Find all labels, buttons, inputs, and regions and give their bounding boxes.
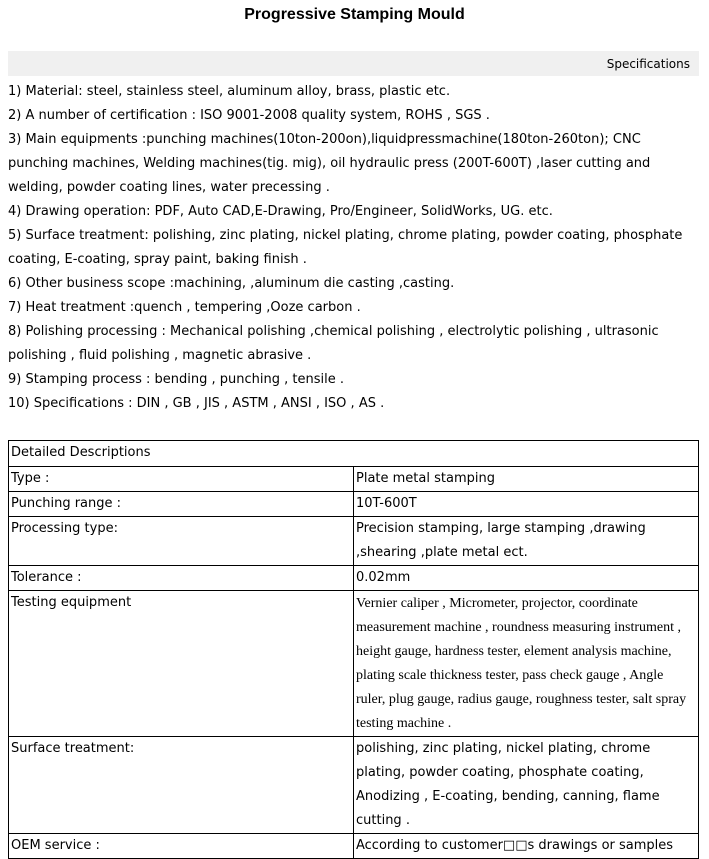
row-key: Type : (9, 467, 354, 492)
row-key: Surface treatment: (9, 737, 354, 834)
spec-item-stamping: 9) Stamping process : bending , punching , tensile . (8, 372, 344, 387)
row-value: 0.02mm (354, 566, 699, 591)
row-value: polishing, zinc plating, nickel plating, chrome plating, powder coating, phosphate coating, Anodizing , E-coating, bending, canning, flame cutting . (354, 737, 699, 834)
table-row (9, 591, 699, 737)
table-header: Detailed Descriptions (9, 441, 699, 467)
table-row (9, 492, 699, 517)
table-row (9, 737, 699, 834)
spec-item-certification: 2) A number of certification : ISO 9001-2008 quality system, ROHS , SGS . (8, 108, 490, 123)
row-key: OEM service : (9, 834, 354, 859)
table-row (9, 467, 699, 492)
table-row (9, 517, 699, 566)
spec-item-equipments: 3) Main equipments :punching machines(10ton-200on),liquidpressmachine(180ton-260ton); CNC punching machines, Welding machines(tig. mig), oil hydraulic press (200T-600T) ,laser cutting and welding, powder coating lines, water precessing . (8, 132, 651, 195)
row-key: Punching range : (9, 492, 354, 517)
table-row (9, 566, 699, 591)
row-key: Tolerance : (9, 566, 354, 591)
row-value: Vernier caliper , Micrometer, projector, coordinate measurement machine , roundness measuring instrument , height gauge, hardness tester, element analysis machine, plating scale thickness tester, pass check gauge , Angle ruler, plug gauge, radius gauge, roughness tester, salt spray testing machine . (354, 591, 699, 737)
table-header-row (9, 441, 699, 467)
spec-item-business: 6) Other business scope :machining, ,aluminum die casting ,casting. (8, 276, 455, 291)
spec-item-drawing: 4) Drawing operation: PDF, Auto CAD,E-Drawing, Pro/Engineer, SolidWorks, UG. etc. (8, 204, 553, 219)
detailed-descriptions-table (8, 440, 699, 859)
row-value: Precision stamping, large stamping ,drawing ,shearing ,plate metal ect. (354, 517, 699, 566)
specifications-label: Specifications (606, 57, 690, 71)
row-value: Plate metal stamping (354, 467, 699, 492)
row-key: Testing equipment (9, 591, 354, 737)
row-value: According to customer□□s drawings or samples (354, 834, 699, 859)
row-key: Processing type: (9, 517, 354, 566)
specifications-bar (8, 51, 699, 76)
spec-item-standards: 10) Specifications : DIN , GB , JIS , ASTM , ANSI , ISO , AS . (8, 396, 385, 411)
spec-item-material: 1) Material: steel, stainless steel, aluminum alloy, brass, plastic etc. (8, 84, 451, 99)
page-title: Progressive Stamping Mould (244, 6, 465, 23)
row-value: 10T-600T (354, 492, 699, 517)
spec-item-heat: 7) Heat treatment :quench , tempering ,Ooze carbon . (8, 300, 361, 315)
table-row (9, 834, 699, 859)
spec-item-polishing: 8) Polishing processing : Mechanical polishing ,chemical polishing , electrolytic polishing , ultrasonic polishing , fluid polishing , magnetic abrasive . (8, 324, 659, 363)
spec-item-surface: 5) Surface treatment: polishing, zinc plating, nickel plating, chrome plating, powder coating, phosphate coating, E-coating, spray paint, baking finish . (8, 228, 683, 267)
specifications-list (8, 80, 703, 416)
